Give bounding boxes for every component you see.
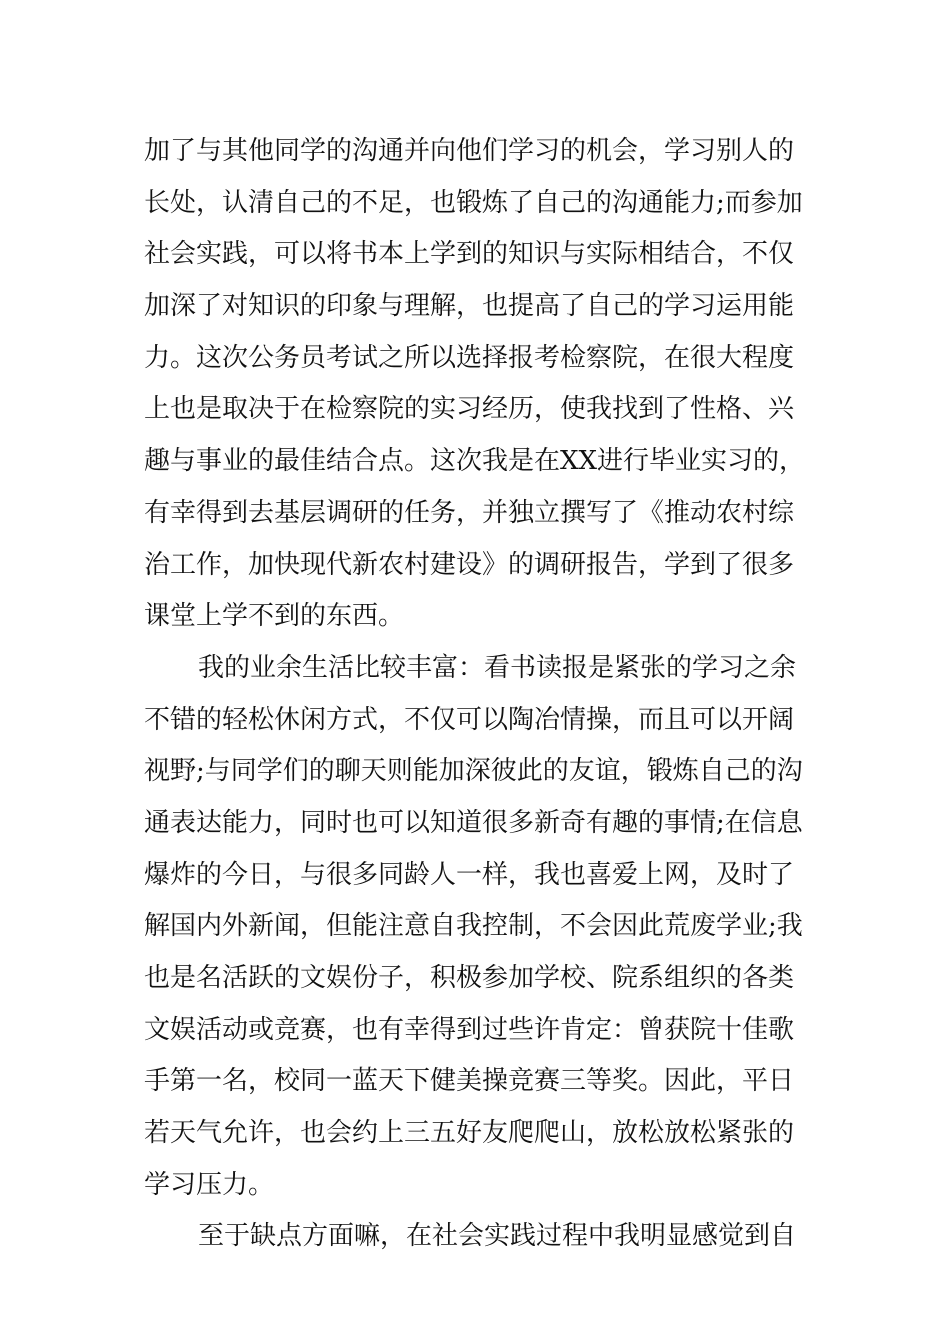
- paragraph-leisure: [144, 643, 814, 1212]
- text-line: 学习压力。: [144, 1169, 275, 1200]
- text-line: 视野;与同学们的聊天则能加深彼此的友谊，锻炼自己的沟: [144, 756, 803, 787]
- text-line: 加深了对知识的印象与理解，也提高了自己的学习运用能: [144, 291, 795, 322]
- text-line: 若天气允许，也会约上三五好友爬爬山，放松放松紧张的: [144, 1118, 795, 1149]
- paragraph-internship: [144, 126, 814, 643]
- text-line: 力。这次公务员考试之所以选择报考检察院，在很大程度: [144, 342, 795, 373]
- text-line: 手第一名，校同一蓝天下健美操竞赛三等奖。因此，平日: [144, 1066, 795, 1097]
- text-line: 也是名活跃的文娱份子，积极参加学校、院系组织的各类: [144, 963, 795, 993]
- document-body: [144, 126, 814, 1263]
- text-line: 不错的轻松休闲方式，不仅可以陶冶情操，而且可以开阔: [144, 704, 795, 735]
- text-line: 有幸得到去基层调研的任务，并独立撰写了《推动农村综: [144, 497, 795, 528]
- text-line: 课堂上学不到的东西。: [144, 601, 405, 632]
- text-line: 爆炸的今日，与很多同龄人一样，我也喜爱上网，及时了: [144, 859, 795, 890]
- paragraph-shortcomings: [144, 1211, 814, 1263]
- text-line: 解国内外新闻，但能注意自我控制，不会因此荒废学业;我: [144, 911, 803, 942]
- text-line: 治工作，加快现代新农村建设》的调研报告，学到了很多: [144, 549, 795, 580]
- text-line: 长处，认清自己的不足，也锻炼了自己的沟通能力;而参加: [144, 187, 803, 218]
- text-line: 社会实践，可以将书本上学到的知识与实际相结合，不仅: [144, 239, 795, 270]
- text-line: 通表达能力，同时也可以知道很多新奇有趣的事情;在信息: [144, 807, 803, 838]
- text-line: 上也是取决于在检察院的实习经历，使我找到了性格、兴: [144, 394, 795, 425]
- text-line: 文娱活动或竞赛，也有幸得到过些许肯定：曾获院十佳歌: [144, 1014, 795, 1045]
- text-line: 趣与事业的最佳结合点。这次我是在XX进行毕业实习的，: [144, 446, 806, 477]
- text-line: 加了与其他同学的沟通并向他们学习的机会，学习别人的: [144, 136, 795, 166]
- text-line: 我的业余生活比较丰富：看书读报是紧张的学习之余: [198, 652, 797, 683]
- text-line: 至于缺点方面嘛，在社会实践过程中我明显感觉到自: [198, 1221, 797, 1252]
